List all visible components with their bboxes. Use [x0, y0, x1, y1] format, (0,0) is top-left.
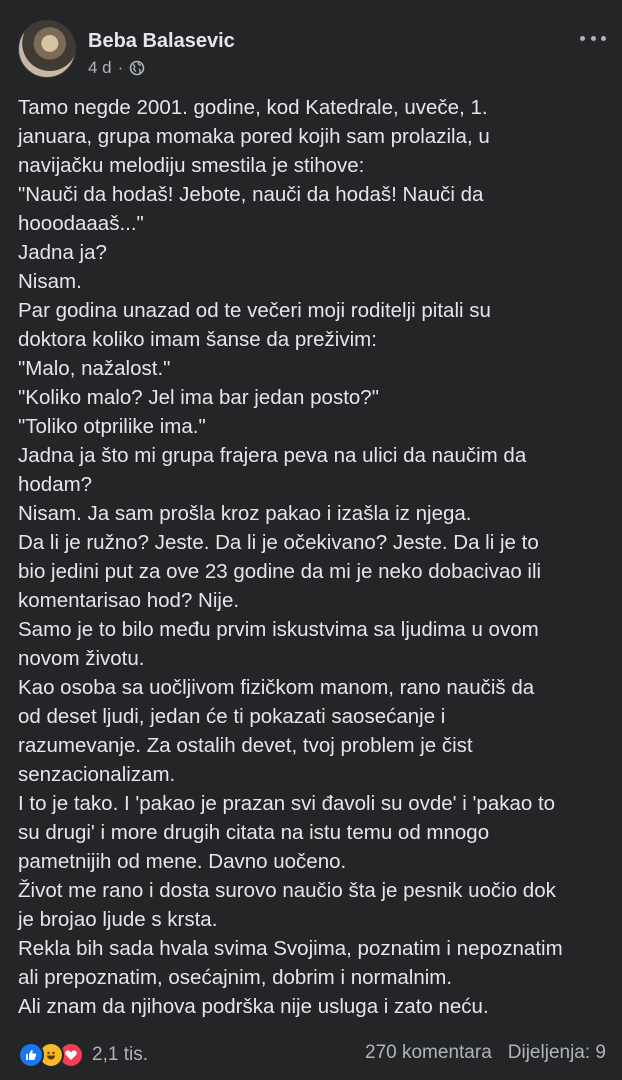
more-dot-icon: [580, 36, 585, 41]
post-line: "Malo, nažalost.": [18, 357, 171, 380]
post-line: doktora koliko imam šanse da preživim:: [18, 328, 377, 351]
post-line: Nisam.: [18, 270, 82, 293]
post-line: januara, grupa momaka pored kojih sam prolazila, u: [18, 125, 490, 148]
post-line: ali prepoznatim, osećajnim, dobrim i normalnim.: [18, 966, 453, 989]
post-line: navijačku melodiju smestila je stihove:: [18, 154, 365, 177]
comments-count-link[interactable]: 270 komentara: [365, 1042, 492, 1063]
post-stats: [365, 1042, 606, 1064]
post-line: komentarisao hod? Nije.: [18, 589, 240, 612]
post-line: od deset ljudi, jedan će ti pokazati saosećanje i: [18, 705, 446, 728]
post-header: [18, 20, 608, 80]
shares-count-link[interactable]: Dijeljenja: 9: [507, 1042, 606, 1063]
avatar[interactable]: [18, 20, 76, 78]
more-options-button[interactable]: [580, 30, 606, 46]
post-line: Tamo negde 2001. godine, kod Katedrale, uveče, 1.: [18, 96, 488, 119]
post-line: Da li je ružno? Jeste. Da li je očekivano? Jeste. Da li je to: [18, 531, 539, 554]
post-time[interactable]: 4 d: [88, 58, 112, 77]
author-name[interactable]: Beba Balasevic: [88, 30, 235, 52]
post-line: Jadna ja što mi grupa frajera peva na ulici da naučim da: [18, 444, 527, 467]
post-line: Par godina unazad od te večeri moji roditelji pitali su: [18, 299, 491, 322]
post-line: je brojao ljude s krsta.: [18, 908, 218, 931]
post-meta: [88, 58, 145, 78]
post-footer: [18, 1042, 606, 1070]
post-line: Jadna ja?: [18, 241, 107, 264]
post-line: bio jedini put za ove 23 godine da mi je neko dobacivao ili: [18, 560, 542, 583]
post-text: [18, 93, 608, 1021]
post-line: "Toliko otprilike ima.": [18, 415, 206, 438]
post-line: I to je tako. I 'pakao je prazan svi đavoli su ovde' i 'pakao to: [18, 792, 556, 815]
globe-icon: [129, 60, 145, 76]
post-line: razumevanje. Za ostalih devet, tvoj problem je čist: [18, 734, 473, 757]
post-line: Samo je to bilo među prvim iskustvima sa ljudima u ovom: [18, 618, 539, 641]
post-line: senzacionalizam.: [18, 763, 176, 786]
more-dot-icon: [591, 36, 596, 41]
more-dot-icon: [601, 36, 606, 41]
reaction-count: 2,1 tis.: [92, 1044, 148, 1065]
post-line: "Nauči da hodaš! Jebote, nauči da hodaš! Nauči da: [18, 183, 484, 206]
post-line: Rekla bih sada hvala svima Svojima, poznatim i nepoznatim: [18, 937, 563, 960]
meta-separator: ·: [117, 58, 124, 77]
reactions-summary[interactable]: [18, 1042, 148, 1068]
post-line: Život me rano i dosta surovo naučio šta je pesnik uočio dok: [18, 879, 556, 902]
post-line: Kao osoba sa uočljivom fizičkom manom, rano naučiš da: [18, 676, 535, 699]
post-line: "Koliko malo? Jel ima bar jedan posto?": [18, 386, 379, 409]
post-line: Nisam. Ja sam prošla kroz pakao i izašla iz njega.: [18, 502, 472, 525]
post-line: novom životu.: [18, 647, 145, 670]
like-icon: [18, 1042, 44, 1068]
post-line: hodam?: [18, 473, 93, 496]
post-line: pametnijih od mene. Davno uočeno.: [18, 850, 347, 873]
post-line: hooodaaaš...": [18, 212, 144, 235]
post-line: su drugi' i more drugih citata na istu temu od mnogo: [18, 821, 490, 844]
post-line: Ali znam da njihova podrška nije usluga i zato neću.: [18, 995, 489, 1018]
